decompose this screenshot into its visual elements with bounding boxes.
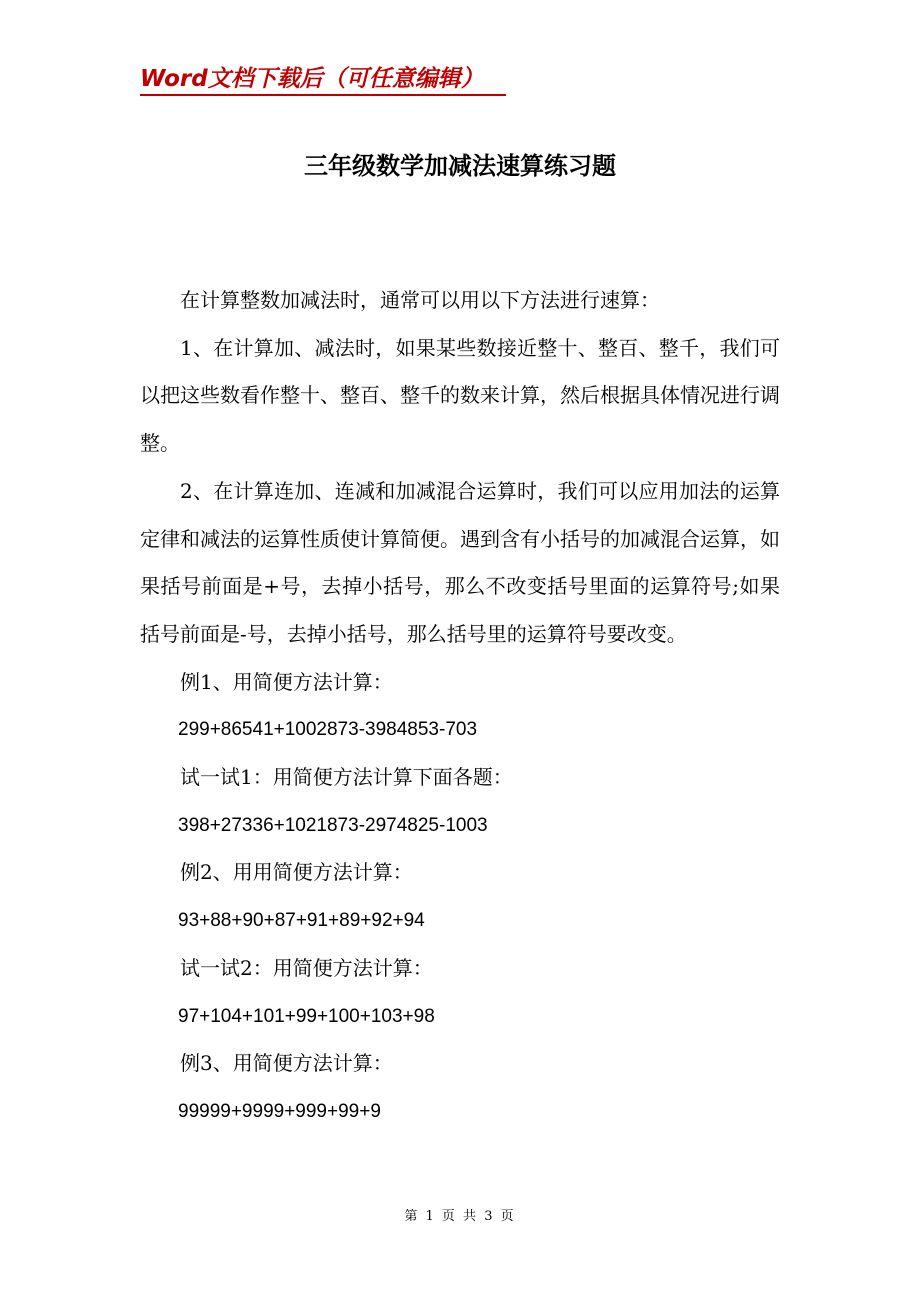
example-3-label: 例3、用简便方法计算： xyxy=(180,1051,393,1076)
practice-2-label: 试一试2：用简便方法计算： xyxy=(180,955,433,980)
example-1-expression: 299+86541+1002873-3984853-703 xyxy=(178,719,478,741)
example-1-label: 例1、用简便方法计算： xyxy=(180,669,393,694)
practice-1-label: 试一试1：用简便方法计算下面各题： xyxy=(180,765,513,790)
example-3-expression: 99999+9999+999+99+9 xyxy=(178,1100,381,1122)
document-body xyxy=(140,277,780,1136)
download-banner: Word文档下载后（可任意编辑） xyxy=(140,64,506,96)
intro-paragraph: 在计算整数加减法时，通常可以用以下方法进行速算： xyxy=(180,288,660,312)
example-2-label: 例2、用用简便方法计算： xyxy=(180,860,413,885)
method-paragraph-2: 2、在计算连加、连减和加减混合运算时，我们可以应用加法的运算定律和减法的运算性质使计算简便。遇到含有小括号的加减混合运算，如果括号前面是+号，去掉小括号，那么不改变括号里面的运算符号;如果括号前面是-号，去掉小括号，那么括号里的运算符号要改变。 xyxy=(140,478,780,646)
method-paragraph-1: 1、在计算加、减法时，如果某些数接近整十、整百、整千，我们可以把这些数看作整十、整百、整千的数来计算，然后根据具体情况进行调整。 xyxy=(140,335,780,456)
page-indicator: 第 1 页 共 3 页 xyxy=(404,1209,516,1224)
practice-2-expression: 97+104+101+99+100+103+98 xyxy=(178,1005,435,1027)
document-title: 三年级数学加减法速算练习题 xyxy=(304,151,616,180)
practice-1-expression: 398+27336+1021873-2974825-1003 xyxy=(178,814,488,836)
example-2-expression: 93+88+90+87+91+89+92+94 xyxy=(178,910,425,932)
